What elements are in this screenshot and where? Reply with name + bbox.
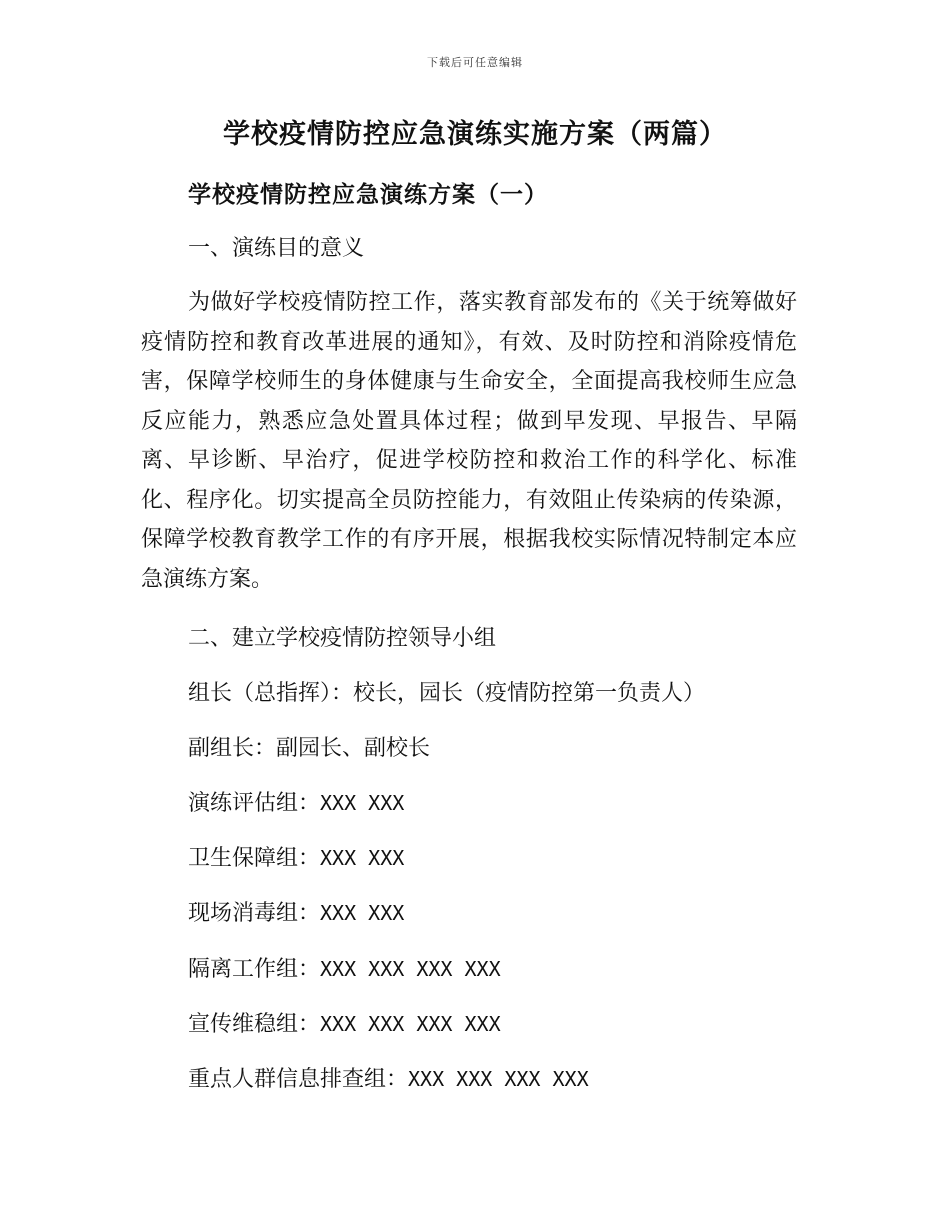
role-label: 副组长：	[188, 736, 277, 761]
role-value: XXX XXX	[320, 901, 405, 925]
role-value: XXX XXX XXX XXX	[408, 1067, 589, 1091]
document-title: 学校疫情防控应急演练实施方案（两篇）	[223, 119, 727, 150]
heading-leadership-group: 二、建立学校疫情防控领导小组	[188, 626, 497, 651]
role-value: 副园长、副校长	[276, 736, 431, 761]
header-note: 下载后可任意编辑	[427, 56, 523, 69]
role-line-publicity	[188, 1007, 501, 1038]
paragraph-purpose: 为做好学校疫情防控工作，落实教育部发布的《关于统筹做好疫情防控和教育改革进展的通知》，有效、及时防控和消除疫情危害，保障学校师生的身体健康与生命安全，全面提高我校师生应急反应能力，熟悉应急处置具体过程；做到早发现、早报告、早隔离、早诊断、早治疗，促进学校防控和救治工作的科学化、标准化、程序化。切实提高全员防控能力，有效阻止传染病的传染源，保障学校教育教学工作的有序开展，根据我校实际情况特制定本应急演练方案。	[141, 290, 797, 592]
role-line-isolation	[188, 952, 501, 983]
role-label: 重点人群信息排查组：	[188, 1067, 409, 1092]
role-value: XXX XXX	[320, 846, 405, 870]
role-label: 隔离工作组：	[188, 957, 321, 982]
role-line-disinfection	[188, 896, 404, 927]
role-label: 演练评估组：	[188, 791, 321, 816]
role-label: 宣传维稳组：	[188, 1012, 321, 1037]
role-line-deputy	[188, 731, 430, 762]
role-line-screening	[188, 1062, 589, 1093]
role-line-leader	[188, 676, 705, 707]
role-line-evaluation	[188, 786, 404, 817]
role-label: 组长（总指挥）：	[188, 681, 354, 706]
role-value: 校长，园长（疫情防控第一负责人）	[353, 681, 706, 706]
heading-purpose: 一、演练目的意义	[188, 236, 365, 261]
role-value: XXX XXX XXX XXX	[320, 957, 501, 981]
role-line-health	[188, 841, 404, 872]
role-label: 现场消毒组：	[188, 901, 321, 926]
section-title: 学校疫情防控应急演练方案（一）	[188, 181, 548, 208]
role-label: 卫生保障组：	[188, 846, 321, 871]
role-value: XXX XXX XXX XXX	[320, 1012, 501, 1036]
role-value: XXX XXX	[320, 791, 405, 815]
